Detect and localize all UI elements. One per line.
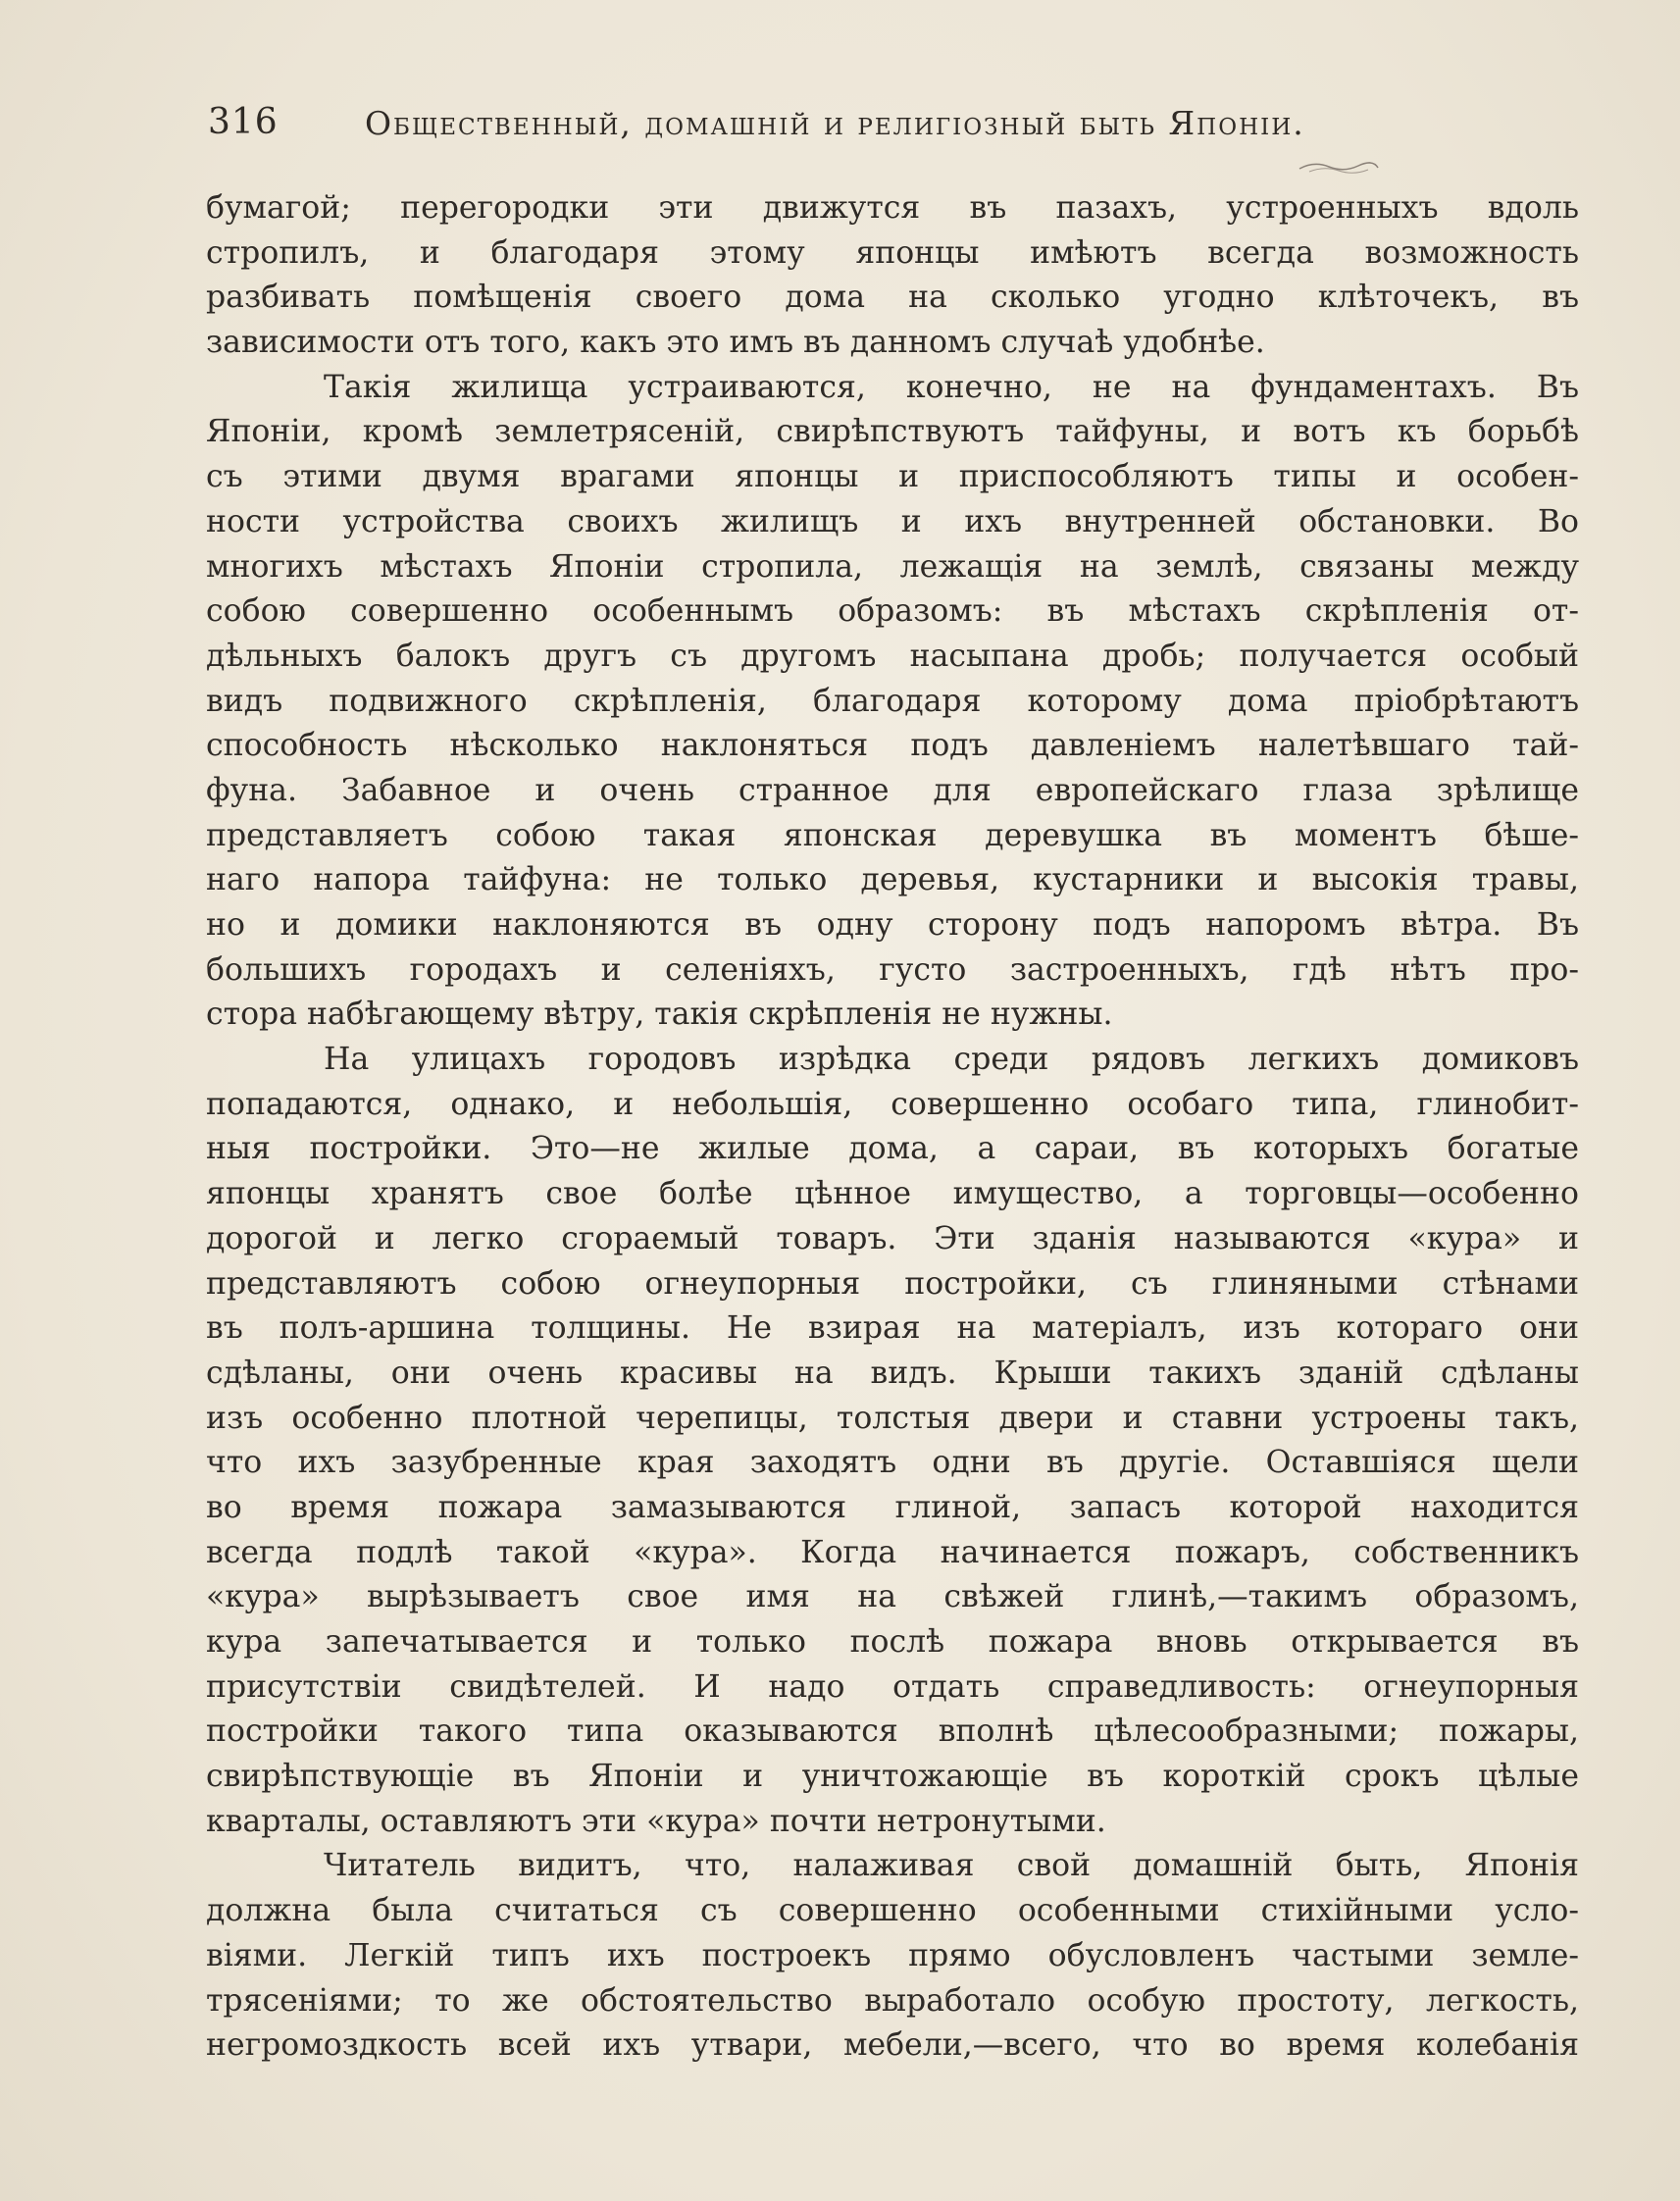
text-line: собою совершенно особеннымъ образомъ: въ мѣстахъ скрѣпленія от- — [206, 593, 1579, 630]
text-line: На улицахъ городовъ изрѣдка среди рядовъ легкихъ домиковъ — [324, 1042, 1579, 1078]
text-line: присутствіи свидѣтелей. И надо отдать справедливость: огнеупорныя — [206, 1668, 1579, 1705]
page-number: 316 — [208, 102, 279, 142]
text-line: въ полъ-аршина толщины. Не взирая на матеріалъ, изъ котораго они — [206, 1310, 1579, 1347]
paragraph — [206, 1038, 1579, 1844]
text-line: дѣльныхъ балокъ другъ съ другомъ насыпана дробь; получается особый — [206, 638, 1579, 674]
text-line: зависимости отъ того, какъ это имъ въ данномъ случаѣ удобнѣе. — [206, 325, 1265, 361]
text-line: віями. Легкій типъ ихъ построекъ прямо обусловленъ частыми земле- — [206, 1937, 1579, 1973]
text-line: Японіи, кромѣ землетрясеній, свирѣпствуютъ тайфуны, и вотъ къ борьбѣ — [206, 414, 1579, 450]
text-line: «кура» вырѣзываетъ свое имя на свѣжей глинѣ,—такимъ образомъ, — [206, 1579, 1579, 1615]
header-ornament — [1295, 157, 1383, 177]
text-line: фуна. Забавное и очень странное для европейскаго глаза зрѣлище — [206, 772, 1579, 808]
text-line: японцы хранятъ свое болѣе цѣнное имущество, а торговцы—особенно — [206, 1176, 1579, 1212]
text-line: но и домики наклоняются въ одну сторону подъ напоромъ вѣтра. Въ — [206, 907, 1579, 943]
text-line: всегда подлѣ такой «кура». Когда начинается пожаръ, собственникъ — [206, 1534, 1579, 1570]
text-line: негромоздкость всей ихъ утвари, мебели,—всего, что во время колебанія — [206, 2027, 1579, 2064]
text-line: Читатель видитъ, что, налаживая свой домашній быть, Японія — [324, 1848, 1579, 1884]
text-line: стропилъ, и благодаря этому японцы имѣютъ всегда возможность — [206, 234, 1579, 271]
text-line: видъ подвижного скрѣпленія, благодаря которому дома пріобрѣтаютъ — [206, 683, 1579, 719]
running-title: Общественный, домашній и религіозный быть Японіи. — [365, 104, 1305, 142]
text-line: способность нѣсколько наклоняться подъ давленіемъ налетѣвшаго тай- — [206, 728, 1579, 764]
text-line: наго напора тайфуна: не только деревья, кустарники и высокія травы, — [206, 862, 1579, 898]
text-line: изъ особенно плотной черепицы, толстыя двери и ставни устроены такъ, — [206, 1400, 1579, 1436]
text-line: ныя постройки. Это—не жилые дома, а сараи, въ которыхъ богатые — [206, 1131, 1579, 1167]
text-line: разбивать помѣщенія своего дома на сколько угодно клѣточекъ, въ — [206, 280, 1579, 316]
text-line: попадаются, однако, и небольшія, совершенно особаго типа, глинобит- — [206, 1086, 1579, 1122]
text-line: Такія жилища устраиваются, конечно, не на фундаментахъ. Въ — [324, 369, 1579, 405]
text-line: съ этими двумя врагами японцы и приспособляютъ типы и особен- — [206, 459, 1579, 495]
text-line: что ихъ зазубренные края заходятъ одни въ другіе. Оставшіяся щели — [206, 1445, 1579, 1481]
text-line: кура запечатывается и только послѣ пожара вновь открывается въ — [206, 1624, 1579, 1660]
text-line: кварталы, оставляютъ эти «кура» почти нетронутыми. — [206, 1803, 1106, 1839]
paragraph — [206, 366, 1579, 1038]
text-line: во время пожара замазываются глиной, запасъ которой находится — [206, 1489, 1579, 1525]
text-line: трясеніями; то же обстоятельство выработало особую простоту, легкость, — [206, 1982, 1579, 2019]
text-line: стора набѣгающему вѣтру, такія скрѣпленія не нужны. — [206, 997, 1113, 1033]
text-line: сдѣланы, они очень красивы на видъ. Крыши такихъ зданій сдѣланы — [206, 1355, 1579, 1391]
text-line: ности устройства своихъ жилищъ и ихъ внутренней обстановки. Во — [206, 503, 1579, 539]
text-line: постройки такого типа оказываются вполнѣ цѣлесообразными; пожары, — [206, 1714, 1579, 1750]
paragraph — [206, 186, 1579, 366]
text-line: бумагой; перегородки эти движутся въ пазахъ, устроенныхъ вдоль — [206, 190, 1579, 226]
text-line: большихъ городахъ и селеніяхъ, густо застроенныхъ, гдѣ нѣтъ про- — [206, 951, 1579, 988]
text-line: свирѣпствующіе въ Японіи и уничтожающіе въ короткій срокъ цѣлые — [206, 1759, 1579, 1795]
paragraph — [206, 1844, 1579, 2068]
body-text — [206, 186, 1579, 2069]
text-line: дорогой и легко сгораемый товаръ. Эти зданія называются «кура» и — [206, 1220, 1579, 1256]
text-line: представляетъ собою такая японская деревушка въ моментъ бѣше- — [206, 817, 1579, 853]
text-line: многихъ мѣстахъ Японіи стропила, лежащія на землѣ, связаны между — [206, 548, 1579, 585]
page-header — [208, 102, 1581, 151]
text-line: должна была считаться съ совершенно особенными стихійными усло- — [206, 1893, 1579, 1929]
text-line: представляютъ собою огнеупорныя постройки, съ глиняными стѣнами — [206, 1265, 1579, 1302]
